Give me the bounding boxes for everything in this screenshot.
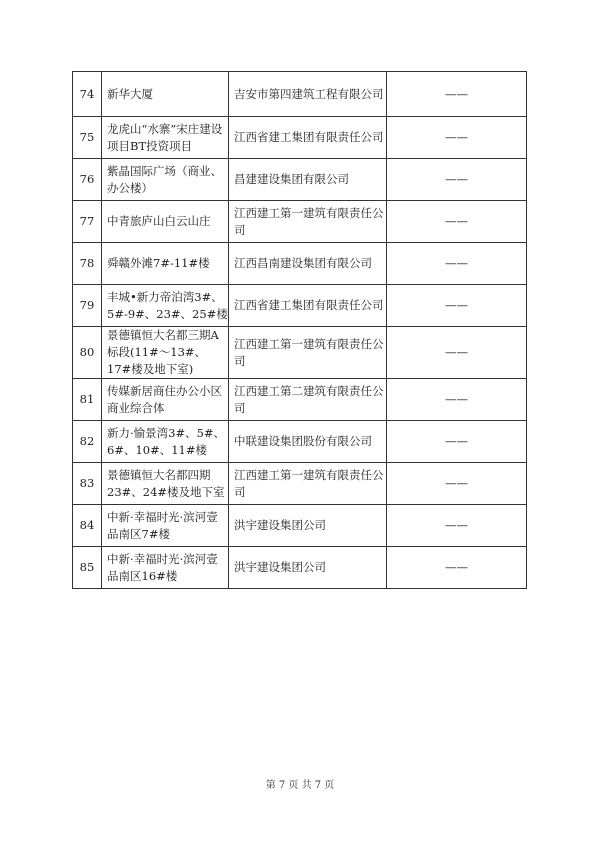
row-number: 82 bbox=[73, 421, 102, 463]
company-name: 江西建工第二建筑有限责任公司 bbox=[229, 379, 387, 421]
row-number: 83 bbox=[73, 463, 102, 505]
remark: —— bbox=[387, 327, 527, 379]
table-row bbox=[73, 505, 527, 547]
company-name: 吉安市第四建筑工程有限公司 bbox=[229, 72, 387, 117]
project-table-body bbox=[73, 72, 527, 589]
row-number: 76 bbox=[73, 159, 102, 201]
project-name: 景德镇恒大名都三期A标段(11#～13#、17#楼及地下室) bbox=[102, 327, 229, 379]
table-row bbox=[73, 72, 527, 117]
page-number: 第 7 页 共 7 页 bbox=[265, 780, 335, 791]
row-number: 80 bbox=[73, 327, 102, 379]
row-number: 81 bbox=[73, 379, 102, 421]
row-number: 78 bbox=[73, 243, 102, 285]
remark: —— bbox=[387, 379, 527, 421]
project-name: 传媒新居商住办公小区商业综合体 bbox=[102, 379, 229, 421]
company-name: 昌建建设集团有限公司 bbox=[229, 159, 387, 201]
remark: —— bbox=[387, 201, 527, 243]
project-name: 中新·幸福时光·滨河壹品南区7#楼 bbox=[102, 505, 229, 547]
remark: —— bbox=[387, 117, 527, 159]
company-name: 江西省建工集团有限责任公司 bbox=[229, 117, 387, 159]
company-name: 洪宇建设集团公司 bbox=[229, 505, 387, 547]
remark: —— bbox=[387, 421, 527, 463]
project-name: 紫晶国际广场（商业、办公楼） bbox=[102, 159, 229, 201]
company-name: 江西建工第一建筑有限责任公司 bbox=[229, 201, 387, 243]
project-name: 龙虎山“水寨”宋庄建设项目BT投资项目 bbox=[102, 117, 229, 159]
row-number: 74 bbox=[73, 72, 102, 117]
remark: —— bbox=[387, 243, 527, 285]
row-number: 85 bbox=[73, 547, 102, 589]
company-name: 江西省建工集团有限责任公司 bbox=[229, 285, 387, 327]
company-name: 江西建工第一建筑有限责任公司 bbox=[229, 463, 387, 505]
row-number: 75 bbox=[73, 117, 102, 159]
project-name: 中青旅庐山白云山庄 bbox=[102, 201, 229, 243]
remark: —— bbox=[387, 505, 527, 547]
remark: —— bbox=[387, 72, 527, 117]
company-name: 江西昌南建设集团有限公司 bbox=[229, 243, 387, 285]
project-table bbox=[72, 71, 527, 589]
table-row bbox=[73, 547, 527, 589]
table-row bbox=[73, 327, 527, 379]
company-name: 洪宇建设集团公司 bbox=[229, 547, 387, 589]
project-name: 景德镇恒大名都四期23#、24#楼及地下室 bbox=[102, 463, 229, 505]
company-name: 中联建设集团股份有限公司 bbox=[229, 421, 387, 463]
table-row bbox=[73, 159, 527, 201]
remark: —— bbox=[387, 159, 527, 201]
project-name: 新力·愉景湾3#、5#、6#、10#、11#楼 bbox=[102, 421, 229, 463]
row-number: 84 bbox=[73, 505, 102, 547]
remark: —— bbox=[387, 463, 527, 505]
table-row bbox=[73, 117, 527, 159]
remark: —— bbox=[387, 547, 527, 589]
table-row bbox=[73, 285, 527, 327]
row-number: 79 bbox=[73, 285, 102, 327]
project-name: 新华大厦 bbox=[102, 72, 229, 117]
project-name: 中新·幸福时光·滨河壹品南区16#楼 bbox=[102, 547, 229, 589]
project-name: 舜赣外滩7#-11#楼 bbox=[102, 243, 229, 285]
remark: —— bbox=[387, 285, 527, 327]
table-row bbox=[73, 421, 527, 463]
company-name: 江西建工第一建筑有限责任公司 bbox=[229, 327, 387, 379]
table-row bbox=[73, 201, 527, 243]
table-row bbox=[73, 243, 527, 285]
table-row bbox=[73, 463, 527, 505]
row-number: 77 bbox=[73, 201, 102, 243]
project-name: 丰城•新力帝泊湾3#、5#-9#、23#、25#楼 bbox=[102, 285, 229, 327]
table-row bbox=[73, 379, 527, 421]
